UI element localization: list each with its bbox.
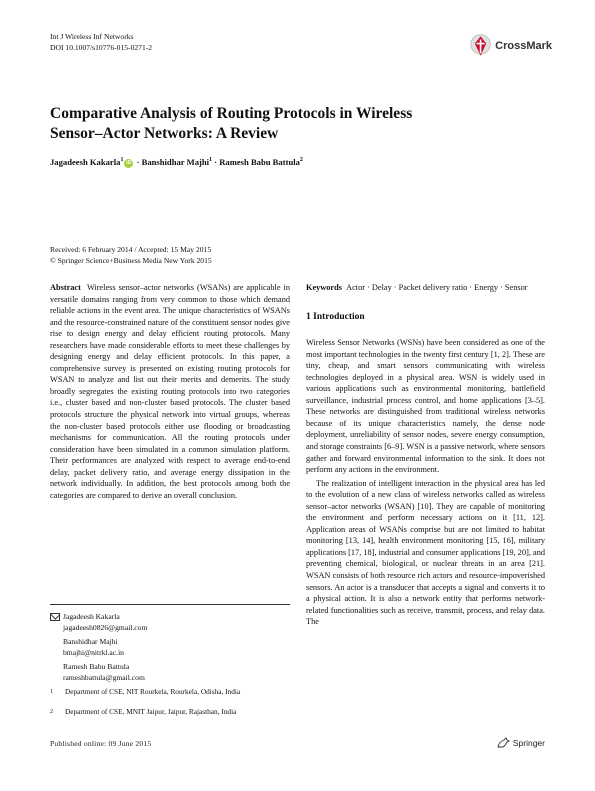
author-name[interactable]: Banshidhar Majhi [141,157,210,167]
title-line-1: Comparative Analysis of Routing Protocols in Wireless [50,105,413,122]
section-heading: 1 Introduction [306,311,365,322]
affiliation-row [50,687,290,698]
introduction-body [306,337,545,628]
affiliation-number: 1 [50,689,53,695]
keywords-text: Actor · Delay · Packet delivery ratio · Energy · Sensor [346,283,528,292]
copyright: © Springer Science+Business Media New York 2015 [50,256,212,265]
contact-name: Ramesh Babu Battula [63,662,130,671]
paragraph: Wireless Sensor Networks (WSNs) have been considered as one of the most important technologies in the twenty first century [1, 2]. These are tiny, cheap, and smart sensors communicating with wireless technologies deployed in a physical area. WSN is widely used in various applications such as environmental monitoring, battlefield surveillance, industrial process control, and home applications [3–5]. These networks are distinguished from traditional wireless networks because of its unique characteristics namely, the dense node deployment, unreliability of sensor nodes, severe energy consumption, and storage constraints [6–9]. WSN is a passive network, where sensors gather and forward environmental information to the sink. It does not perform any actions in the environment. [306,338,545,475]
published-online: Published online: 09 June 2015 [50,738,152,748]
affiliation-marker: 2 [299,157,303,164]
author-list [50,157,530,168]
publisher-logo[interactable] [496,737,545,749]
correspondence-block [50,612,290,687]
right-column [306,282,545,628]
affiliation-row [50,707,290,718]
contact-name: Banshidhar Majhi [63,637,118,646]
affiliation-text: Department of CSE, NIT Rourkela, Rourkela, Odisha, India [65,687,241,696]
author-separator: · [212,157,220,167]
doi[interactable]: DOI 10.1007/s10776-015-0271-2 [50,43,153,52]
springer-horse-icon [496,737,510,749]
running-header [50,31,152,53]
crossmark-badge[interactable] [470,28,552,64]
orcid-icon[interactable]: iD [126,159,132,166]
affiliation-marker: 1 [120,157,124,164]
envelope-icon [50,613,60,621]
keywords [306,282,545,294]
affiliation-marker: 1 [209,157,213,164]
keywords-label: Keywords [306,283,342,292]
footnote-divider [50,604,290,605]
author-separator: · [134,157,142,167]
contact-email[interactable]: rameshbattula@gmail.com [63,672,145,682]
publication-dates [50,244,212,266]
contact-name: Jagadeesh Kakarla [63,612,120,621]
title-line-2: Sensor–Actor Networks: A Review [50,125,279,142]
author-name[interactable]: Jagadeesh Kakarla [50,157,121,167]
contact-entry [50,637,290,658]
contact-email[interactable]: jagadeesh0826@gmail.com [63,622,148,632]
affiliation-number: 2 [50,708,53,715]
contact-entry [50,662,290,683]
publisher-name: Springer [512,738,545,748]
paragraph: The realization of intelligent interaction in the physical area has led to the evolution of a new class of wireless networks called as wireless sensor–actor networks (WSAN) [10]. They are capable of monitoring the environment and perform necessary actions on it [11, 12]. Application areas of WSANs comprise but are not limited to habitat monitoring [13, 14], health environment monitoring [15, 16], military applications [17, 18], industrial and consumer applications [19, 20], and preventing chemical, biological, or nuclear threats in an area [21]. WSAN consists of both resource rich actors and resource-impoverished sensors. An actor is a transducer that accepts a signal and converts it to a physical action. It is also a network entity that performs network-related functionalities such as receive, transmit, process, and relay data. The [306,478,545,627]
author-name[interactable]: Ramesh Babu Battula [219,157,300,167]
affiliations [50,687,290,726]
abstract-label: Abstract [50,283,81,292]
page-footer [50,737,545,749]
affiliation-text: Department of CSE, MNIT Jaipur, Jaipur, Rajasthan, India [65,706,237,716]
abstract [50,282,290,501]
crossmark-icon [470,31,491,61]
abstract-text: Wireless sensor–actor networks (WSANs) are applicable in versatile domains ranging from very common to those which demand reliable actions in the event area. The unique characteristics of WSANs and the resource-constrained nature of the constituent sensor nodes give rise to design energy and delay efficient routing protocols. Many researchers have made considerable efforts to meet these challenges by designing energy and delay efficient protocols. In this paper, a comprehensive survey is presented on existing routing protocols for WSAN to analyze and list out their merits and demerits. The study broadly segregates the existing routing protocols into two categories i.e., cluster based and non-cluster based protocols. The cluster based protocols structure the physical network into virtual groups, whereas the non-cluster based protocols either use flooding or broadcasting mechanisms for communication. All the routing protocols under consideration have been simulated in a common simulation platform. Their performances are analyzed with respect to average end-to-end delay, packet delivery ratio, and average energy dissipation in the network individually. In addition, the best protocols among both the categories are compared to derive an overall conclusion. [50,283,290,500]
paper-title [50,104,470,144]
received-accepted: Received: 6 February 2014 / Accepted: 15 May 2015 [50,245,212,254]
corresponding-author [50,612,290,633]
journal-name: Int J Wireless Inf Networks [50,32,134,41]
contact-email[interactable]: bmajhi@nitrkl.ac.in [63,647,124,657]
crossmark-label: CrossMark [495,40,552,52]
